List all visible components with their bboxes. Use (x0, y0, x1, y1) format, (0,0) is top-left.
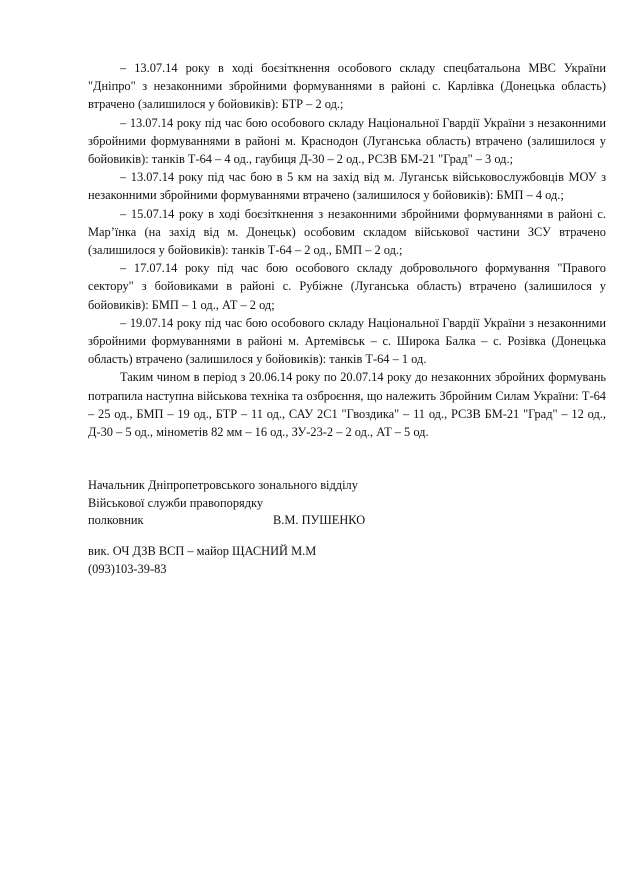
signatory-position: Начальник Дніпропетровського зонального відділу (88, 478, 358, 492)
summary-paragraph: Таким чином в період з 20.06.14 року по 20.07.14 року до незаконних збройних формувань потрапила наступна військова техніка та озброєння, що належить Збройним Силам України: Т-64 – 25 од., БМП – 19 од., БТР – 11 од., САУ 2С1 "Гвоздика" – 11 од., РСЗВ БМ-21 "Град" – 12 од., Д-30 – 5 од., мінометів 82 мм – 16 од., ЗУ-23-2 – 2 од., АТ – 5 од. (88, 370, 606, 440)
signature-block (88, 477, 508, 530)
report-paragraph: – 13.07.14 року під час бою в 5 км на захід від м. Луганськ військовослужбовців МОУ з незаконними збройними формуваннями втрачено (залишилося у бойовиків): БМП – 4 од.; (88, 170, 606, 203)
report-body (88, 59, 606, 441)
report-paragraph: – 17.07.14 року під час бою особового складу добровольчого формування "Правого сектору" з бойовиками в районі с. Рубіжне (Луганська область) втрачено (залишилося у бойовиків): БМП – 1 од., АТ – 2 од; (88, 261, 606, 312)
report-paragraph: – 19.07.14 року під час бою особового складу Національної Гвардії України з незаконними збройними формуваннями в районі м. Артемівськ – с. Широка Балка – с. Розівка (Донецька область) втрачено (залишилося у бойовиків): танків Т-64 – 1 од. (88, 315, 606, 367)
report-paragraph: – 13.07.14 року в ході боєзіткнення особового складу спецбатальона МВС України "Дніпро" з незаконними збройними формуваннями в районі с. Карлівка (Донецька область) втрачено (залишилося у бойовиків): БТР – 2 од.; (88, 61, 606, 112)
signatory-rank: полковник (88, 513, 144, 528)
report-paragraph: – 15.07.14 року в ході боєзіткнення з незаконними збройними формуваннями в районі с. Мар’їнка (на захід від м. Донецьк) особовим складом військової частини ЗСУ втрачено (залишилося у бойовиків): танків Т-64 – 2 од., БМП – 2 од.; (88, 206, 606, 258)
report-paragraph: – 13.07.14 року під час бою особового складу Національної Гвардії України з незаконними збройними формуваннями в районі м. Краснодон (Луганська область) втрачено (залишилося у бойовиків): танків Т-64 – 4 од., гаубиця Д-30 – 2 од., РСЗВ БМ-21 "Град" – 3 од.; (88, 115, 606, 167)
phone-number: (093)103-39-83 (88, 561, 167, 576)
executor-line: вик. ОЧ ДЗВ ВСП – майор ЩАСНИЙ М.М (88, 544, 317, 558)
contact-block (88, 543, 508, 578)
signatory-unit: Військової служби правопорядку (88, 495, 264, 510)
signatory-name: В.М. ПУШЕНКО (273, 513, 366, 528)
signatory-rank-row (88, 512, 508, 530)
